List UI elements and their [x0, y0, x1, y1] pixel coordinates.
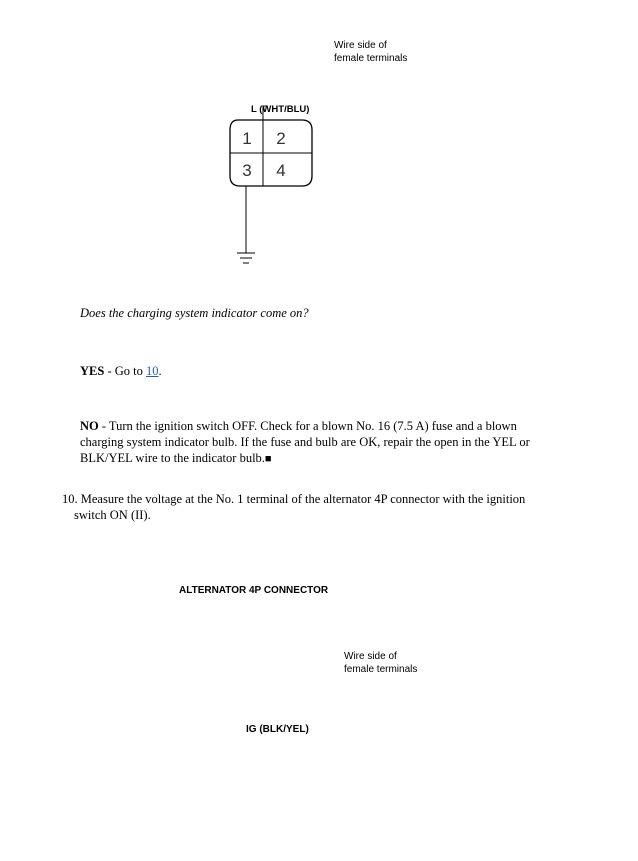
question-text: Does the charging system indicator come on? [80, 306, 309, 320]
connector-diagram [220, 98, 340, 273]
diagram1-caption-line2: female terminals [334, 53, 408, 64]
pin-4: 4 [276, 161, 286, 180]
wire-label-l: L (WHT/BLU) [251, 104, 310, 115]
diagram1-caption-line1: Wire side of [334, 40, 387, 51]
alternator-connector-title: ALTERNATOR 4P CONNECTOR [179, 585, 329, 596]
no-paragraph: NO - Turn the ignition switch OFF. Check for a blown No. 16 (7.5 A) fuse and a blown charging system indicator bulb. If the fuse and bulb are OK, repair the open in the YEL or BLK/YEL wire to the indicator bulb.■ [80, 419, 530, 465]
diagram2-caption: Wire side of female terminals [344, 651, 418, 675]
pin-1: 1 [242, 129, 252, 148]
yes-label: YES [80, 364, 105, 378]
diagram1-caption [334, 39, 407, 65]
step-10: 10. Measure the voltage at the No. 1 terminal of the alternator 4P connector with the ignition switch ON (II). [62, 492, 526, 522]
no-label: NO [80, 419, 99, 433]
step-number: 10. [62, 492, 78, 506]
yes-text: - Go to [104, 364, 146, 378]
end-square-icon: ■ [264, 453, 272, 465]
pin-2: 2 [276, 129, 286, 148]
wire-label-ig: IG (BLK/YEL) [246, 724, 309, 735]
pin-3: 3 [242, 161, 252, 180]
goto-step-10-link[interactable]: 10 [146, 364, 159, 378]
yes-line: YES - Go to 10. [80, 364, 162, 378]
